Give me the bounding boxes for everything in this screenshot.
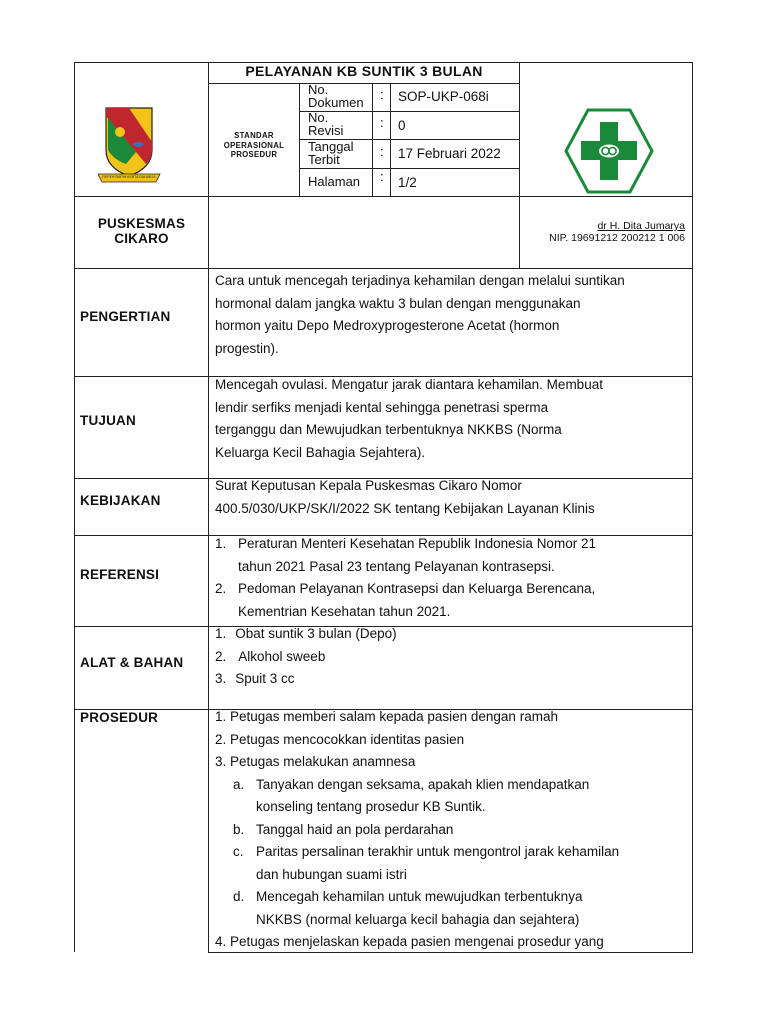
- referensi-item: Pedoman Pelayanan Kontrasepsi dan Keluarga Berencana, Kementrian Kesehatan tahun 2021.: [238, 581, 596, 619]
- sub-item: b. Tanggal haid an pola perdarahan: [233, 821, 454, 837]
- meta-value-no-revisi: 0: [398, 118, 406, 133]
- list-item: 2. Alkohol sweeb: [215, 648, 326, 664]
- puskesmas-logo: [564, 108, 654, 194]
- section-label-kebijakan: KEBIJAKAN: [80, 493, 161, 508]
- sop-label: STANDAR OPERASIONAL PROSEDUR: [223, 131, 285, 159]
- regional-seal: [96, 104, 162, 186]
- meta-label-no-dokumen: No. Dokumen: [308, 82, 364, 110]
- sub-item: a. Tanyakan dengan seksama, apakah klien mendapatkan konseling tentang prosedur KB Suntik.: [233, 776, 590, 814]
- alat-list: [215, 623, 685, 691]
- referensi-item: Peraturan Menteri Kesehatan Republik Indonesia Nomor 21 tahun 2021 Pasal 23 tentang Pelayanan kontrasepsi.: [238, 536, 596, 574]
- document-title: PELAYANAN KB SUNTIK 3 BULAN: [245, 63, 483, 79]
- seal-motto: REPEH RAPIH KERTA RAHARJA: [102, 175, 156, 179]
- sub-item: d. Mencegah kehamilan untuk mewujudkan terbentuknya NKKBS (normal keluarga kecil bahagia dan sejahtera): [233, 889, 583, 927]
- meta-value-no-dokumen: SOP-UKP-068i: [398, 89, 489, 104]
- section-label-tujuan: TUJUAN: [80, 413, 136, 428]
- puskesmas-logo-icon: [564, 108, 654, 194]
- list-item: 1. Obat suntik 3 bulan (Depo): [215, 626, 397, 641]
- meta-label-no-revisi: No. Revisi: [308, 110, 344, 138]
- referensi-list: 1. Peraturan Menteri Kesehatan Republik Indonesia Nomor 21 tahun 2021 Pasal 23 tentang Pelayanan kontrasepsi. 2. Pedoman Pelayanan Kontrasepsi dan Keluarga Berencana, Kementrian Kesehatan tahun 2021.: [215, 533, 685, 623]
- list-item: 3. Spuit 3 cc: [215, 671, 295, 686]
- list-item: 3. Petugas melakukan anamnesa: [215, 754, 416, 769]
- prosedur-list: [215, 706, 685, 954]
- section-label-alat-bahan: ALAT & BAHAN: [80, 655, 184, 670]
- regional-seal-icon: [96, 104, 162, 186]
- sop-document: PELAYANAN KB SUNTIK 3 BULAN REPEH RAPIH KERTA RAHARJA STANDAR OPERASIONAL PROSEDUR No. Dokumen : SOP-UKP-068i No. Revisi : 0 Tanggal Terbit : 17 Februari 2022 Halaman : 1/2 PUSKESMAS CIKARO dr H. Dita Jumarya NIP. 19691212 200212 1 006 PENGERTIAN Cara untuk mencegah terjadinya kehamilan dengan melalui suntikan hormonal dalam jangka waktu 3 bulan dengan menggunakan hormon yaitu Depo Medroxyprogesterone Acetat (hormon progestin). TUJUAN Mencegah ovulasi. Mengatur jarak diantara kehamilan. Membuat lendir serfiks menjadi kental sehingga penetrasi sperma terganggu dan Mewujudkan terbentuknya NKKBS (Norma Keluarga Kecil Bahagia Sejahtera). KEBIJAKAN Surat Keputusan Kepala Puskesmas Cikaro Nomor 400.5/030/UKP/SK/I/2022 SK tentang Kebijakan Layanan Klinis REFERENSI 1. Peraturan Menteri Kesehatan Republik Indonesia Nomor 21 tahun 2021 Pasal 23 tentang Pelayanan kontrasepsi. 2. Pedoman Pelayanan Kontrasepsi dan Keluarga Berencana, Kementrian Kesehatan tahun 2021. ALAT & BAHAN 1. Obat suntik 3 bulan (Depo) 2. Alkohol sweeb 3. Spuit 3 cc PROSEDUR 1. Petugas memberi salam kepada pasien dengan ramah 2. Petugas mencocokkan identitas pasien 3. Petugas melakukan anamnesa a. Tanyakan dengan seksama, apakah klien mendapatkan konseling tentang prosedur KB Suntik. b. Tanggal haid an pola perdarahan c. Paritas persalinan terakhir untuk mengontrol jarak kehamilan dan hubungan suami istri d. Mencegah kehamilan untuk mewujudkan terbentuknya NKKBS (normal keluarga kecil bahagia dan sejahtera) 4. Petugas menjelaskan kepada pasien mengenai prosedur yang: [0, 0, 768, 1024]
- meta-label-halaman: Halaman: [308, 174, 361, 189]
- signer-nip: NIP. 19691212 200212 1 006: [549, 232, 685, 244]
- pengertian-text: Cara untuk mencegah terjadinya kehamilan dengan melalui suntikan hormonal dalam jangka waktu 3 bulan dengan menggunakan hormon yaitu Depo Medroxyprogesterone Acetat (hormon progestin).: [215, 273, 625, 356]
- list-item: 2. Petugas mencocokkan identitas pasien: [215, 731, 465, 747]
- section-label-prosedur: PROSEDUR: [80, 710, 159, 725]
- meta-label-tanggal-terbit: Tanggal Terbit: [308, 139, 354, 167]
- section-label-referensi: REFERENSI: [80, 567, 160, 582]
- list-item: 4. Petugas menjelaskan kepada pasien mengenai prosedur yang: [215, 934, 604, 949]
- sub-item: c. Paritas persalinan terakhir untuk mengontrol jarak kehamilan dan hubungan suami istri: [233, 844, 620, 882]
- org-name: PUSKESMAS CIKARO: [97, 216, 186, 246]
- list-item: 1. Petugas memberi salam kepada pasien dengan ramah: [215, 709, 558, 724]
- meta-value-halaman: 1/2: [398, 175, 417, 190]
- meta-value-tanggal-terbit: 17 Februari 2022: [398, 146, 501, 161]
- signer-name: dr H. Dita Jumarya: [597, 220, 685, 232]
- section-label-pengertian: PENGERTIAN: [80, 309, 171, 324]
- kebijakan-text: Surat Keputusan Kepala Puskesmas Cikaro Nomor 400.5/030/UKP/SK/I/2022 SK tentang Kebijakan Layanan Klinis: [215, 478, 595, 516]
- tujuan-text: Mencegah ovulasi. Mengatur jarak diantara kehamilan. Membuat lendir serfiks menjadi kental sehingga penetrasi sperma terganggu dan Mewujudkan terbentuknya NKKBS (Norma Keluarga Kecil Bahagia Sejahtera).: [215, 377, 603, 460]
